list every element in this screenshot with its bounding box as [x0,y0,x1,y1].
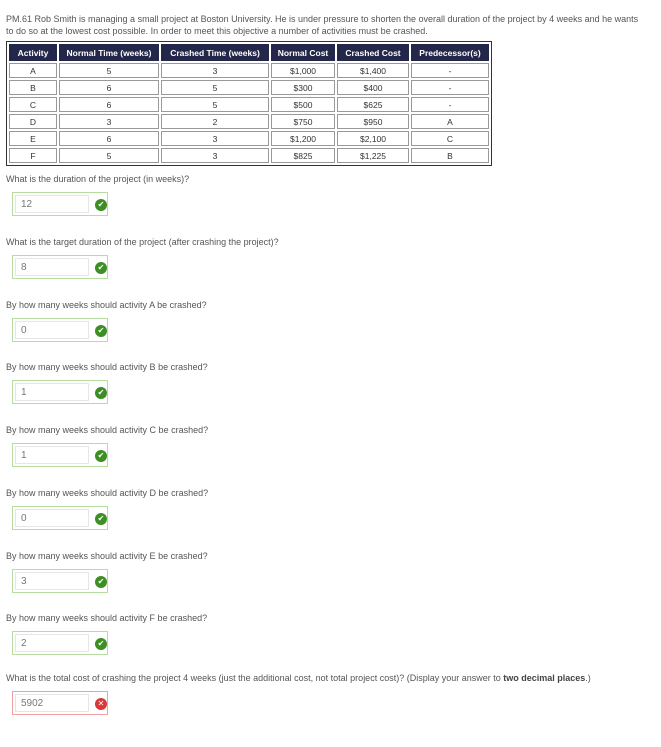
check-circle-icon: ✔ [95,199,107,211]
cell: E [9,131,57,146]
cell: $2,100 [337,131,409,146]
cell: D [9,114,57,129]
cell: $625 [337,97,409,112]
cell: B [411,148,489,163]
cell: A [411,114,489,129]
question-text: By how many weeks should activity F be crashed? [6,613,208,623]
table-row [9,148,489,163]
answer-input[interactable]: 1 [15,383,89,401]
cell: 6 [59,80,159,95]
check-circle-icon: ✔ [95,638,107,650]
cell: 6 [59,97,159,112]
answer-box [12,192,108,216]
question-text-main: What is the total cost of crashing the project 4 weeks (just the additional cost, not total project cost)? (Display your answer to [6,673,504,683]
cell: $1,200 [271,131,335,146]
question-text: By how many weeks should activity B be crashed? [6,362,208,372]
cell: A [9,63,57,78]
cell: $1,000 [271,63,335,78]
cell: $400 [337,80,409,95]
question-text-bold: two decimal places [503,673,586,683]
table-header-row [9,44,489,61]
answer-input[interactable]: 1 [15,446,89,464]
answer-box [12,691,108,715]
cell: - [411,80,489,95]
answer-box [12,631,108,655]
question-text-end: .) [585,673,591,683]
answer-input[interactable]: 12 [15,195,89,213]
table-row [9,80,489,95]
answer-input[interactable]: 0 [15,321,89,339]
check-circle-icon: ✔ [95,387,107,399]
cell: $750 [271,114,335,129]
col-crashed-cost: Crashed Cost [337,44,409,61]
answer-box [12,506,108,530]
col-normal-time: Normal Time (weeks) [59,44,159,61]
question-text: What is the duration of the project (in weeks)? [6,174,190,184]
col-crashed-time: Crashed Time (weeks) [161,44,269,61]
cell: 3 [161,63,269,78]
x-circle-icon: ✕ [95,698,107,710]
question-text: What is the target duration of the project (after crashing the project)? [6,237,279,247]
question-text: By how many weeks should activity E be crashed? [6,551,208,561]
col-activity: Activity [9,44,57,61]
answer-box [12,255,108,279]
cell: B [9,80,57,95]
cell: - [411,63,489,78]
cell: $825 [271,148,335,163]
cell: C [411,131,489,146]
question-text: By how many weeks should activity A be crashed? [6,300,207,310]
table-row [9,114,489,129]
cell: - [411,97,489,112]
answer-input[interactable]: 0 [15,509,89,527]
col-normal-cost: Normal Cost [271,44,335,61]
answer-input[interactable]: 2 [15,634,89,652]
activity-table [6,41,492,166]
table-row [9,97,489,112]
table-row [9,131,489,146]
answer-input[interactable]: 3 [15,572,89,590]
cell: 5 [59,148,159,163]
cell: $1,400 [337,63,409,78]
cell: F [9,148,57,163]
answer-input[interactable]: 5902 [15,694,89,712]
cell: 3 [161,148,269,163]
check-circle-icon: ✔ [95,325,107,337]
answer-input[interactable]: 8 [15,258,89,276]
question-text: By how many weeks should activity D be crashed? [6,488,209,498]
cell: 5 [59,63,159,78]
question-text [6,673,591,683]
answer-box [12,569,108,593]
check-circle-icon: ✔ [95,450,107,462]
col-predecessors: Predecessor(s) [411,44,489,61]
cell: 6 [59,131,159,146]
cell: $1,225 [337,148,409,163]
cell: $300 [271,80,335,95]
check-circle-icon: ✔ [95,513,107,525]
check-circle-icon: ✔ [95,262,107,274]
cell: 5 [161,97,269,112]
cell: $950 [337,114,409,129]
answer-box [12,443,108,467]
check-circle-icon: ✔ [95,576,107,588]
cell: 3 [161,131,269,146]
problem-statement: PM.61 Rob Smith is managing a small project at Boston University. He is under pressure to shorten the overall duration of the project by 4 weeks and he wants to do so at the lowest cost possible. In order to meet this objective a number of activities must be crashed. [6,14,639,36]
question-text: By how many weeks should activity C be crashed? [6,425,209,435]
cell: 5 [161,80,269,95]
table-row [9,63,489,78]
answer-box [12,318,108,342]
cell: $500 [271,97,335,112]
cell: 3 [59,114,159,129]
cell: 2 [161,114,269,129]
answer-box [12,380,108,404]
cell: C [9,97,57,112]
